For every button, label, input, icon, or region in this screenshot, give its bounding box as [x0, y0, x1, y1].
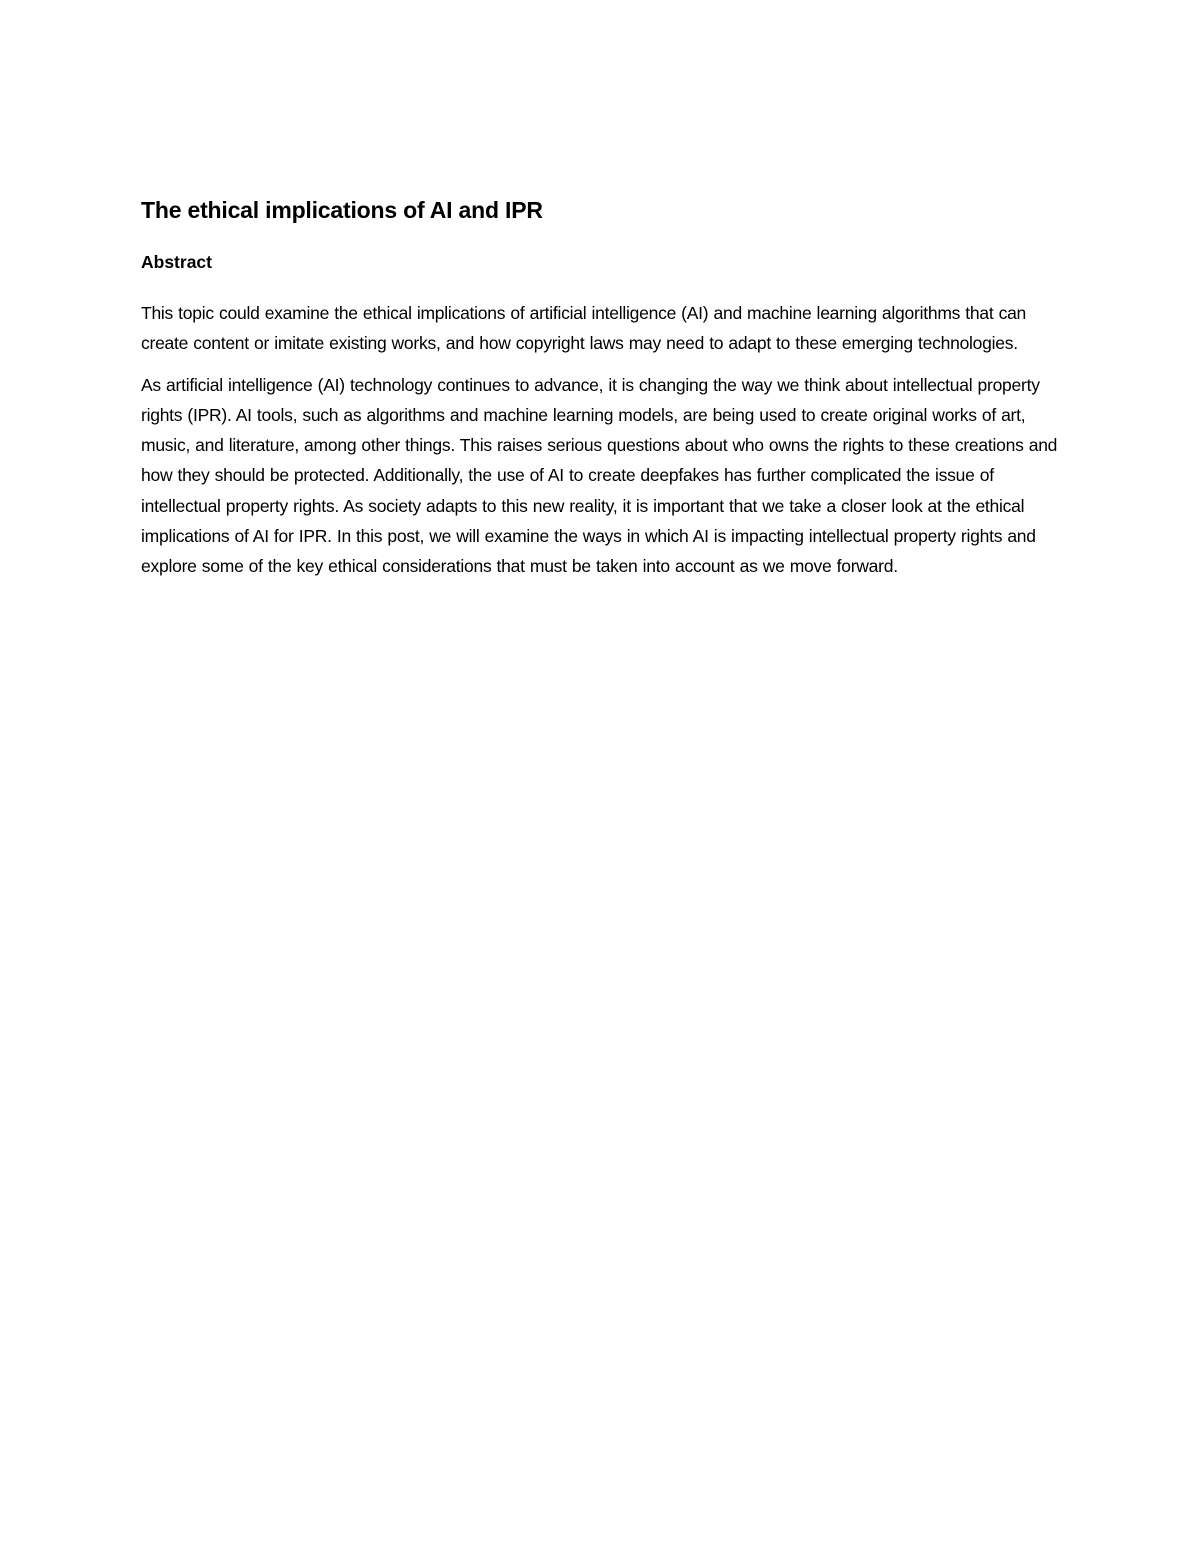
abstract-heading: Abstract: [141, 252, 212, 272]
abstract-paragraph: This topic could examine the ethical implications of artificial intelligence (AI) and machine learning algorithms that can create content or imitate existing works, and how copyright laws may need to adapt to these emerging technologies.: [141, 303, 1027, 354]
document-title: The ethical implications of AI and IPR: [141, 197, 543, 223]
body-paragraph: As artificial intelligence (AI) technology continues to advance, it is changing the way we think about intellectual property rights (IPR). AI tools, such as algorithms and machine learning models, are being used to create original works of art, music, and literature, among other things. This raises serious questions about who owns the rights to these creations and how they should be protected. Additionally, the use of AI to create deepfakes has further complicated the issue of intellectual property rights. As society adapts to this new reality, it is important that we take a closer look at the ethical implications of AI for IPR. In this post, we will examine the ways in which AI is impacting intellectual property rights and explore some of the key ethical considerations that must be taken into account as we move forward.: [141, 374, 1058, 577]
document-body: [141, 192, 1061, 582]
